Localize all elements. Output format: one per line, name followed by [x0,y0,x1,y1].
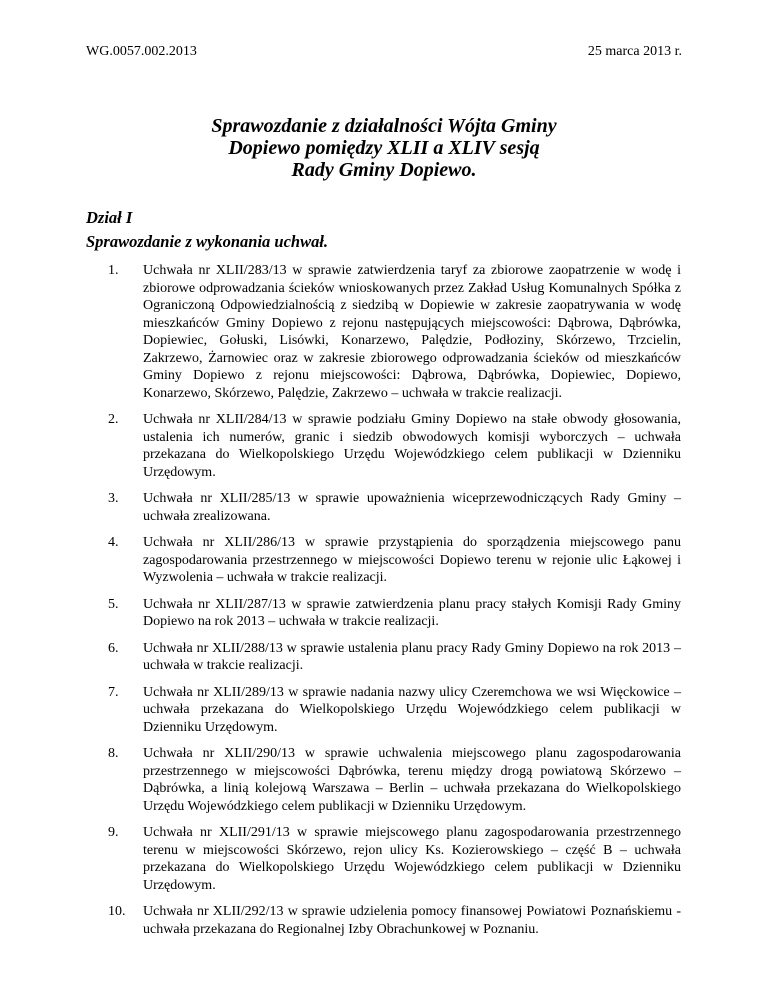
item-text: Uchwała nr XLII/288/13 w sprawie ustalenia planu pracy Rady Gminy Dopiewo na rok 2013 – uchwała w trakcie realizacji. [143,640,681,673]
list-item [0,824,681,894]
title-line-3: Rady Gminy Dopiewo. [291,159,477,181]
document-title [0,115,768,181]
item-number: 2. [108,412,119,427]
list-item [0,903,681,938]
title-line-1: Sprawozdanie z działalności Wójta Gminy [211,115,557,137]
section-label: Dział I [86,208,133,227]
item-number: 10. [108,904,126,919]
list-item [0,684,681,737]
item-text: Uchwała nr XLII/290/13 w sprawie uchwalenia miejscowego planu zagospodarowania przestrzennego w miejscowości Dąbrówka, terenu między drogą powiatową Skórzewo – Dąbrówka, a linią kolejową Warszawa – Berlin – uchwała przekazana do Wielkopolskiego Urzędu Wojewódzkiego celem publikacji w Dzienniku Urzędowym. [143,746,681,814]
section-heading [86,206,328,254]
title-line-2: Dopiewo pomiędzy XLII a XLIV sesją [228,137,540,159]
item-text: Uchwała nr XLII/285/13 w sprawie upoważnienia wiceprzewodniczących Rady Gminy – uchwała zrealizowana. [143,491,681,524]
item-number: 6. [108,640,119,656]
list-item [0,745,681,815]
item-text: Uchwała nr XLII/284/13 w sprawie podziału Gminy Dopiewo na stałe obwody głosowania, ustalenia ich numerów, granic i siedzib obwodowych komisji wyborczych – uchwała przekazana do Wielkopolskiego Urzędu Wojewódzkiego celem publikacji w Dzienniku Urzędowym. [143,412,681,480]
section-title: Sprawozdanie z wykonania uchwał. [86,232,329,251]
list-item [0,596,681,631]
item-text: Uchwała nr XLII/289/13 w sprawie nadania nazwy ulicy Czeremchowa we wsi Więckowice – uchwała przekazana do Wielkopolskiego Urzędu Wojewódzkiego celem publikacji w Dzienniku Urzędowym. [143,684,681,735]
resolution-list [0,262,768,947]
item-number: 1. [108,263,119,278]
list-item [0,534,681,587]
list-item [0,640,681,675]
item-number: 9. [108,825,119,840]
item-number: 8. [108,746,119,761]
item-text: Uchwała nr XLII/291/13 w sprawie miejscowego planu zagospodarowania przestrzennego terenu w miejscowości Skórzewo, rejon ulicy Ks. Kozierowskiego – część B – uchwała przekazana do Wielkopolskiego Urzędu Wojewódzkiego celem publikacji w Dzienniku Urzędowym. [143,825,681,893]
item-number: 3. [108,491,119,506]
item-number: 5. [108,596,119,612]
page-header [86,44,682,64]
item-text: Uchwała nr XLII/283/13 w sprawie zatwierdzenia taryf za zbiorowe zaopatrzenie w wodę i zbiorowe odprowadzania ścieków wnioskowanych przez Zakład Usług Komunalnych Spółka z Ograniczoną Odpowiedzialnością z siedzibą w Dopiewie w zakresie zaopatrywania w wodę mieszkańców Gminy Dopiewo z rejonu następujących miejscowości: Dąbrowa, Dąbrówka, Dopiewiec, Gołuski, Lisówki, Konarzewo, Palędzie, Podłoziny, Skórzewo, Trzcielin, Zakrzewo, Żarnowiec oraz w zakresie zbiorowego odprowadzania ścieków od mieszkańców Gminy Dopiewo z rejonu miejscowości: Dąbrowa, Dąbrówka, Dopiewiec, Dopiewo, Konarzewo, Skórzewo, Palędzie, Zakrzewo – uchwała w trakcie realizacji. [143,263,681,401]
item-text: Uchwała nr XLII/287/13 w sprawie zatwierdzenia planu pracy stałych Komisji Rady Gminy Dopiewo na rok 2013 – uchwała w trakcie realizacji. [143,596,681,629]
item-number: 4. [108,535,119,550]
document-date: 25 marca 2013 r. [587,44,682,59]
list-item [0,262,681,402]
document-reference: WG.0057.002.2013 [86,44,197,59]
item-text: Uchwała nr XLII/286/13 w sprawie przystąpienia do sporządzenia miejscowego panu zagospodarowania przestrzennego w miejscowości Dopiewo terenu w rejonie ulic Łąkowej i Wyzwolenia – uchwała w trakcie realizacji. [143,535,681,585]
list-item [0,490,681,525]
item-number: 7. [108,684,119,700]
item-text: Uchwała nr XLII/292/13 w sprawie udzielenia pomocy finansowej Powiatowi Poznańskiemu - uchwała przekazana do Regionalnej Izby Obrachunkowej w Poznaniu. [143,904,681,937]
list-item [0,411,681,481]
